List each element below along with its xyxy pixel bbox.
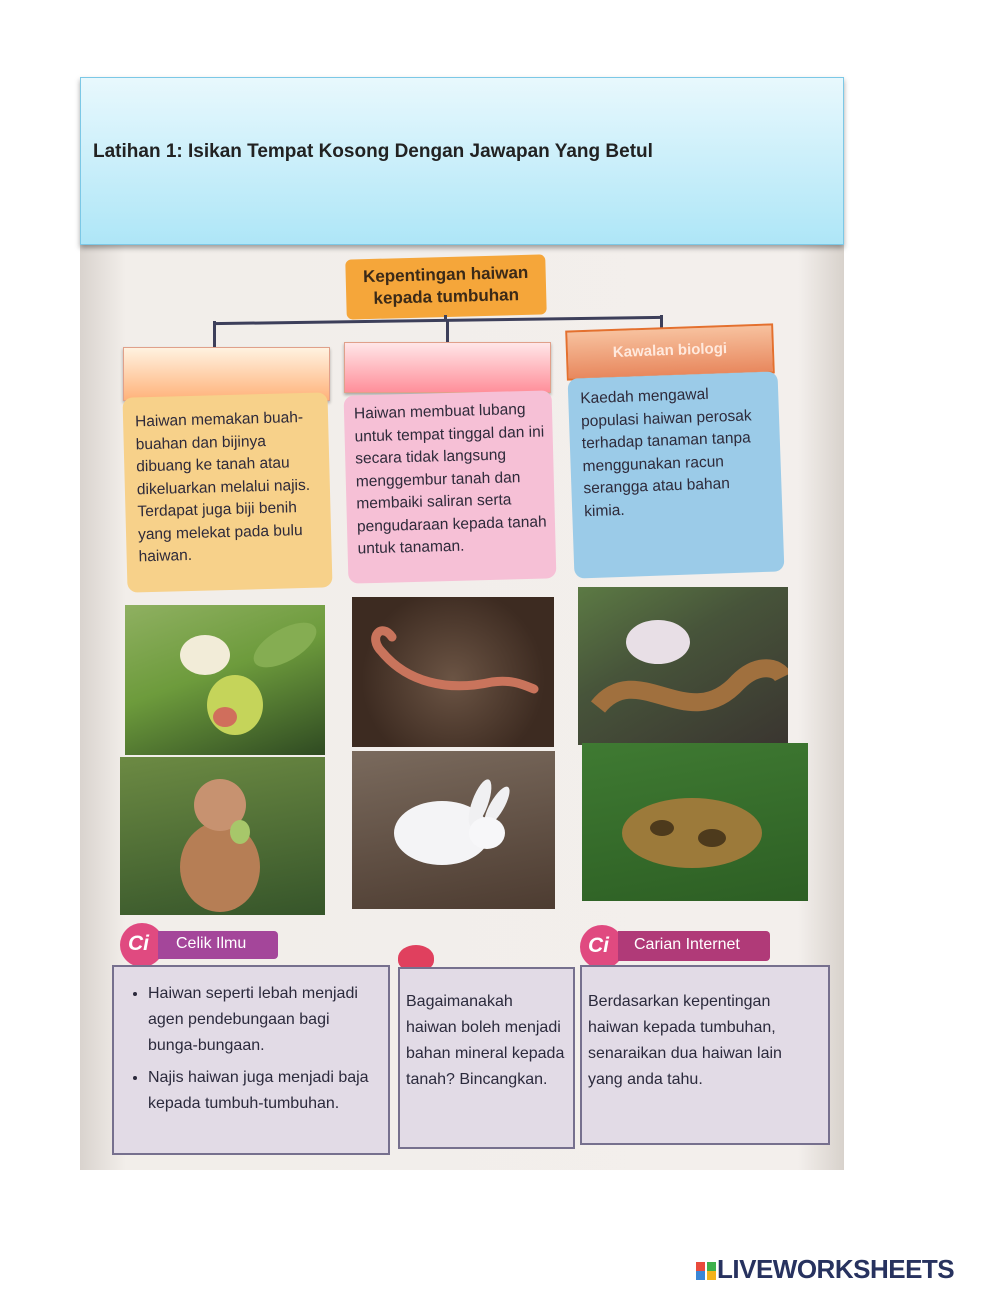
main-title-line2: kepada tumbuhan [373,285,520,308]
carian-internet-box: Berdasarkan kepentingan haiwan kepada tumbuhan, senaraikan dua haiwan lain yang anda tahu. [580,965,830,1145]
card-seed-dispersal: Haiwan memakan buah-buahan dan bijinya dibuang ke tanah atau dikeluarkan melalui najis. Terdapat juga biji benih yang melekat pada bulu haiwan. [122,392,332,592]
rabbit-digging-photo [352,751,555,909]
textbook-page-image [80,245,844,1170]
main-topic-box [345,254,547,319]
carian-internet-label: Carian Internet [634,936,740,953]
card-soil-burrowing: Haiwan membuat lubang untuk tempat tinggal dan ini secara tidak langsung menggembur tanah dan membaiki saliran serta pengudaraan kepada tanah untuk tanaman. [344,390,557,583]
celik-ilmu-item-2: • Najis haiwan juga menjadi baja kepada tumbuh-tumbuhan. [148,1065,378,1117]
branch-label-kawalan-biologi: Kawalan biologi [565,323,775,380]
main-title-line1: Kepentingan haiwan [362,262,529,287]
logo-text: LIVEWORKSHEETS [717,1254,955,1284]
exercise-header [80,77,844,245]
answer-blank-2[interactable] [344,342,551,393]
monkey-eating-fruit-photo [120,757,325,915]
card-biological-control: Kaedah mengawal populasi haiwan perosak terhadap tanaman tanpa menggunakan racun serangga atau bahan kimia. [568,371,785,578]
earthworm-photo [352,597,554,747]
celik-ilmu-label: Celik Ilmu [176,935,247,952]
exercise-title: Latihan 1: Isikan Tempat Kosong Dengan Jawapan Yang Betul [93,141,653,162]
liveworksheets-logo [695,1254,954,1285]
frog-photo [582,743,808,901]
connector-left [213,321,216,347]
carian-internet-header [580,925,810,965]
carian-internet-badge-text: Ci [588,934,609,957]
celik-ilmu-header [120,923,310,961]
celik-ilmu-badge-text: Ci [128,932,149,955]
celik-ilmu-item-1: • Haiwan seperti lebah menjadi agen pendebungaan bagi bunga-bungaan. [148,981,378,1059]
discussion-question-box: Bagaimanakah haiwan boleh menjadi bahan mineral kepada tanah? Bincangkan. [398,967,575,1149]
bird-eating-guava-photo [125,605,325,755]
snake-eating-mouse-photo [578,587,788,745]
celik-ilmu-box [112,965,390,1155]
connector-middle [446,319,449,343]
logo-squares-icon [695,1262,717,1280]
